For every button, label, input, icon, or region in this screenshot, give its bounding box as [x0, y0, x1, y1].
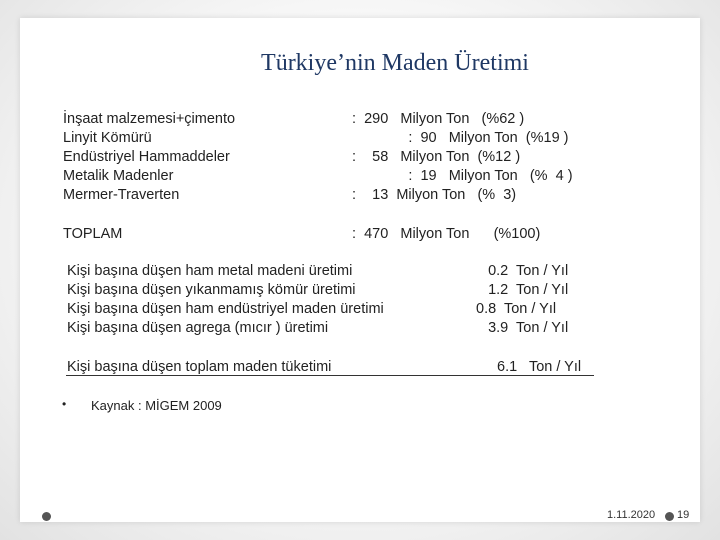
per-capita-label-2: Kişi başına düşen yıkanmamış kömür üretimi: [67, 282, 356, 298]
production-value-3: : 58 Milyon Ton (%12 ): [352, 149, 521, 165]
production-label-3: Endüstriyel Hammaddeler: [63, 149, 230, 165]
per-capita-value-2: 1.2 Ton / Yıl: [476, 282, 569, 298]
production-label-1: İnşaat malzemesi+çimento: [63, 111, 236, 127]
consumption-underline: [66, 375, 594, 376]
slide-title: Türkiye’nin Maden Üretimi: [261, 50, 529, 76]
per-capita-value-4: 3.9 Ton / Yıl: [476, 320, 569, 336]
production-label-4: Metalik Madenler: [63, 168, 174, 184]
production-value-5: : 13 Milyon Ton (% 3): [352, 187, 517, 203]
consumption-label: Kişi başına düşen toplam maden tüketimi: [67, 359, 332, 375]
per-capita-label-4: Kişi başına düşen agrega (mıcır ) üretimi: [67, 320, 329, 336]
production-value-4: : 19 Milyon Ton (% 4 ): [352, 168, 573, 184]
per-capita-value-1: 0.2 Ton / Yıl: [476, 263, 569, 279]
total-value: : 470 Milyon Ton (%100): [352, 226, 541, 242]
total-label: TOPLAM: [63, 226, 123, 242]
bullet-icon: •: [62, 397, 67, 411]
page-number: 19: [677, 509, 690, 521]
consumption-value: 6.1 Ton / Yıl: [497, 359, 582, 375]
source-text: Kaynak : MİGEM 2009: [91, 398, 222, 413]
per-capita-value-3: 0.8 Ton / Yıl: [476, 301, 557, 317]
per-capita-label-3: Kişi başına düşen ham endüstriyel maden üretimi: [67, 301, 384, 317]
footer-date: 1.11.2020: [607, 509, 656, 521]
production-label-2: Linyit Kömürü: [63, 130, 152, 146]
footer-left-dot-icon: [42, 512, 51, 521]
production-value-2: : 90 Milyon Ton (%19 ): [352, 130, 569, 146]
footer-dot-icon: [665, 512, 674, 521]
per-capita-label-1: Kişi başına düşen ham metal madeni üretimi: [67, 263, 353, 279]
production-label-5: Mermer-Traverten: [63, 187, 180, 203]
production-value-1: : 290 Milyon Ton (%62 ): [352, 111, 525, 127]
